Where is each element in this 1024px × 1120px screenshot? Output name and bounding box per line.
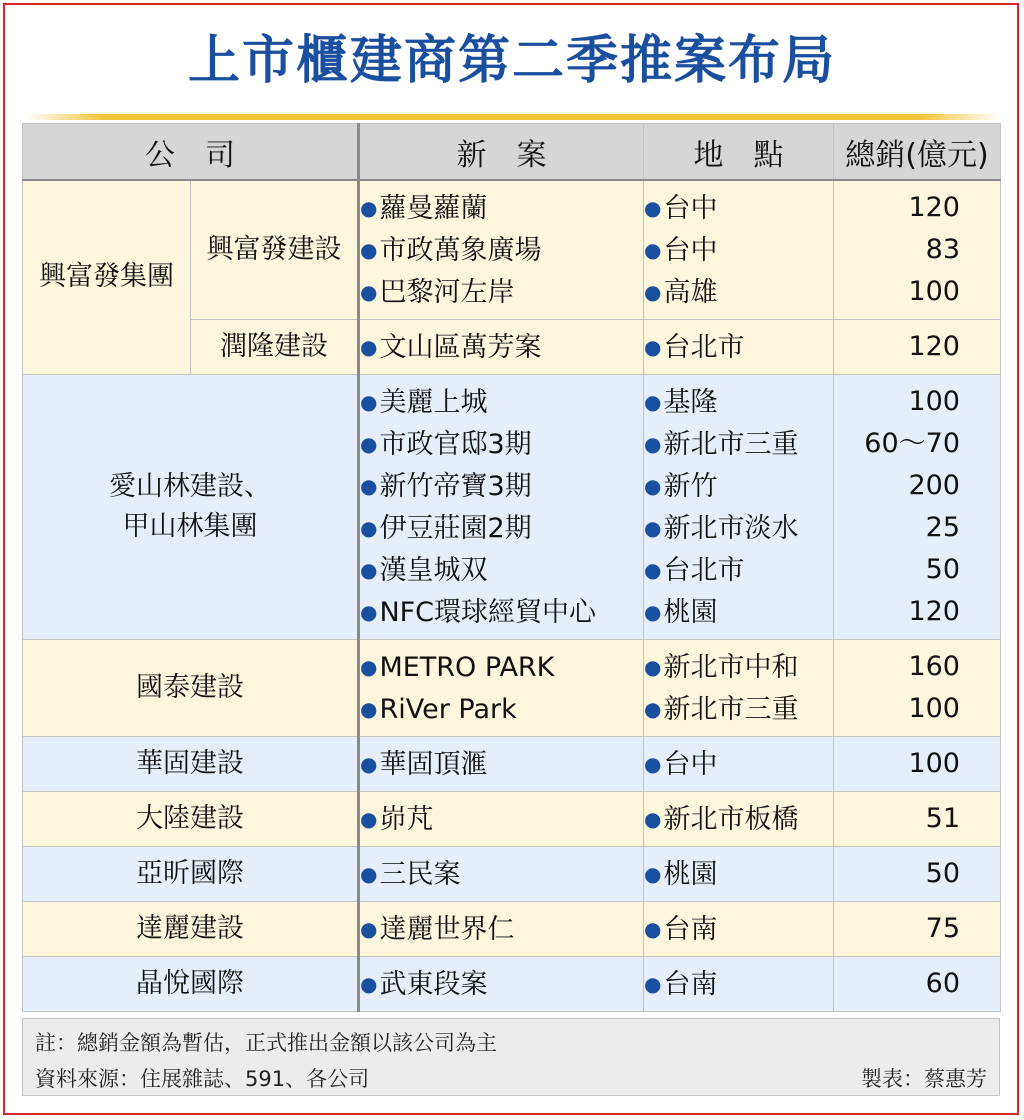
group-cell: 興富發集團 xyxy=(23,180,191,374)
company-line: 華固建設 xyxy=(136,747,244,779)
location-cell-line xyxy=(644,423,833,465)
total-cell-text: 120 xyxy=(908,595,960,627)
bullet-icon: ● xyxy=(644,916,662,941)
bullet-icon: ● xyxy=(644,599,662,624)
project-cell-text: 三民案 xyxy=(379,858,461,890)
total-cell xyxy=(834,736,1001,791)
project-cell-text: 市政官邸3期 xyxy=(379,428,532,460)
total-cell-text: 120 xyxy=(908,330,960,362)
company-cell xyxy=(23,639,359,736)
bullet-icon: ● xyxy=(360,473,378,498)
location-cell-line xyxy=(644,908,833,950)
company-line: 甲山林集團 xyxy=(122,510,258,542)
location-cell xyxy=(644,846,834,901)
bullet-icon: ● xyxy=(644,515,662,540)
company-cell xyxy=(23,736,359,791)
project-cell-text: 蘿曼蘿蘭 xyxy=(379,192,488,224)
bullet-icon: ● xyxy=(360,389,378,414)
bullet-icon: ● xyxy=(644,971,662,996)
bullet-icon: ● xyxy=(360,599,378,624)
total-cell-text: 100 xyxy=(908,275,960,307)
project-cell-text: 新竹帝寶3期 xyxy=(379,470,532,502)
total-cell-text: 60 xyxy=(925,967,960,999)
location-cell-line xyxy=(644,507,833,549)
location-cell xyxy=(644,791,834,846)
project-cell-text: 漢皇城双 xyxy=(379,554,488,586)
location-cell-text: 台中 xyxy=(663,748,718,780)
location-cell-line xyxy=(644,743,833,785)
location-cell-text: 台中 xyxy=(663,192,718,224)
total-cell xyxy=(834,846,1001,901)
location-cell-line xyxy=(644,381,833,423)
total-cell xyxy=(834,180,1001,319)
bullet-icon: ● xyxy=(644,557,662,582)
total-cell-line xyxy=(834,465,960,507)
location-cell-text: 新北市三重 xyxy=(663,693,799,725)
total-cell-line xyxy=(834,798,960,840)
location-cell-line xyxy=(644,688,833,730)
bullet-icon: ● xyxy=(644,806,662,831)
location-cell-line xyxy=(644,271,833,313)
location-cell xyxy=(644,639,834,736)
total-cell-line xyxy=(834,549,960,591)
project-cell-line xyxy=(360,743,643,785)
header-row xyxy=(23,124,1001,181)
location-cell-text: 台北市 xyxy=(663,331,745,363)
project-cell-line xyxy=(360,465,643,507)
location-cell xyxy=(644,901,834,956)
location-cell-text: 台南 xyxy=(663,913,718,945)
total-cell-line xyxy=(834,853,960,895)
total-cell xyxy=(834,901,1001,956)
bullet-icon: ● xyxy=(360,654,378,679)
bullet-icon: ● xyxy=(360,279,378,304)
header-project: 新 案 xyxy=(359,124,644,181)
location-cell-text: 新竹 xyxy=(663,470,718,502)
total-cell-line xyxy=(834,326,960,368)
company-line: 國泰建設 xyxy=(136,671,244,703)
company-cell xyxy=(23,791,359,846)
bullet-icon: ● xyxy=(644,751,662,776)
total-cell-text: 51 xyxy=(925,802,960,834)
project-cell xyxy=(359,846,644,901)
location-cell-line xyxy=(644,187,833,229)
bullet-icon: ● xyxy=(360,806,378,831)
location-cell-text: 桃園 xyxy=(663,858,718,890)
company-cell: 興富發建設 xyxy=(191,180,359,319)
location-cell-text: 新北市中和 xyxy=(663,651,799,683)
total-cell xyxy=(834,374,1001,639)
total-cell xyxy=(834,639,1001,736)
table-row xyxy=(23,791,1001,846)
project-cell xyxy=(359,791,644,846)
location-cell-text: 高雄 xyxy=(663,276,718,308)
project-cell-text: 伊豆莊園2期 xyxy=(379,512,532,544)
total-cell xyxy=(834,319,1001,374)
total-cell-text: 160 xyxy=(908,650,960,682)
project-cell xyxy=(359,639,644,736)
project-cell-line xyxy=(360,271,643,313)
total-cell-line xyxy=(834,688,960,730)
total-cell-text: 25 xyxy=(925,511,960,543)
project-cell-text: 美麗上城 xyxy=(379,386,488,418)
project-cell-line xyxy=(360,908,643,950)
bullet-icon: ● xyxy=(360,431,378,456)
location-cell xyxy=(644,374,834,639)
total-cell-line xyxy=(834,507,960,549)
total-cell-text: 100 xyxy=(908,747,960,779)
total-cell-text: 100 xyxy=(908,692,960,724)
bullet-icon: ● xyxy=(644,389,662,414)
table-footer xyxy=(22,1018,1000,1096)
project-cell-text: 華固頂滙 xyxy=(379,748,488,780)
title-underline xyxy=(24,114,1000,120)
total-cell-text: 100 xyxy=(908,385,960,417)
location-cell-text: 新北市淡水 xyxy=(663,512,799,544)
company-line: 晶悅國際 xyxy=(136,967,244,999)
total-cell xyxy=(834,956,1001,1011)
location-cell-line xyxy=(644,326,833,368)
location-cell-line xyxy=(644,549,833,591)
project-cell xyxy=(359,901,644,956)
table-row xyxy=(23,901,1001,956)
project-cell-text: 武東段案 xyxy=(379,968,488,1000)
project-cell-line xyxy=(360,326,643,368)
page-title: 上市櫃建商第二季推案布局 xyxy=(187,31,836,91)
location-cell-line xyxy=(644,229,833,271)
location-cell-text: 台中 xyxy=(663,234,718,266)
location-cell-text: 基隆 xyxy=(663,386,718,418)
location-cell-text: 桃園 xyxy=(663,596,718,628)
project-table xyxy=(22,123,1001,1012)
location-cell-line xyxy=(644,591,833,633)
table-body xyxy=(23,124,1001,1012)
total-cell-line xyxy=(834,229,960,271)
company-line: 達麗建設 xyxy=(136,912,244,944)
header-company: 公 司 xyxy=(23,124,359,181)
footer-note: 註：總銷金額為暫估，正式推出金額以該公司為主 xyxy=(35,1031,497,1055)
location-cell-text: 新北市三重 xyxy=(663,428,799,460)
location-cell-text: 新北市板橋 xyxy=(663,803,799,835)
total-cell-line xyxy=(834,271,960,313)
bullet-icon: ● xyxy=(360,515,378,540)
project-cell-text: 達麗世界仁 xyxy=(379,913,515,945)
total-cell-line xyxy=(834,187,960,229)
project-cell-line xyxy=(360,423,643,465)
project-cell-text: 市政萬象廣場 xyxy=(379,234,542,266)
bullet-icon: ● xyxy=(360,334,378,359)
project-cell-line xyxy=(360,229,643,271)
total-cell-line xyxy=(834,743,960,785)
project-cell-line xyxy=(360,646,643,688)
footer-credit: 製表：蔡惠芳 xyxy=(861,1067,987,1091)
total-cell-line xyxy=(834,908,960,950)
total-cell-text: 60～70 xyxy=(864,427,960,459)
bullet-icon: ● xyxy=(360,195,378,220)
total-cell-text: 75 xyxy=(925,912,960,944)
bullet-icon: ● xyxy=(360,237,378,262)
bullet-icon: ● xyxy=(360,751,378,776)
project-cell-text: 峁芃 xyxy=(379,803,434,835)
bullet-icon: ● xyxy=(360,861,378,886)
company-line: 愛山林建設、 xyxy=(109,470,271,502)
location-cell-text: 台北市 xyxy=(663,554,745,586)
company-line: 亞昕國際 xyxy=(136,857,244,889)
total-cell-line xyxy=(834,381,960,423)
bullet-icon: ● xyxy=(644,431,662,456)
bullet-icon: ● xyxy=(644,334,662,359)
total-cell-line xyxy=(834,963,960,1005)
bullet-icon: ● xyxy=(644,861,662,886)
location-cell xyxy=(644,319,834,374)
company-cell xyxy=(23,956,359,1011)
project-cell-line xyxy=(360,688,643,730)
bullet-icon: ● xyxy=(360,557,378,582)
bullet-icon: ● xyxy=(360,916,378,941)
project-cell-line xyxy=(360,381,643,423)
total-cell-text: 50 xyxy=(925,553,960,585)
total-cell-text: 120 xyxy=(908,191,960,223)
total-cell-text: 200 xyxy=(908,469,960,501)
total-cell-text: 50 xyxy=(925,857,960,889)
total-cell-line xyxy=(834,591,960,633)
location-cell-line xyxy=(644,963,833,1005)
project-cell-text: METRO PARK xyxy=(379,651,555,683)
bullet-icon: ● xyxy=(644,195,662,220)
location-cell-line xyxy=(644,646,833,688)
total-cell-line xyxy=(834,646,960,688)
total-cell-text: 83 xyxy=(925,233,960,265)
project-cell xyxy=(359,374,644,639)
bullet-icon: ● xyxy=(644,696,662,721)
table-row xyxy=(23,374,1001,639)
project-cell-line xyxy=(360,963,643,1005)
bullet-icon: ● xyxy=(360,696,378,721)
header-total: 總銷(億元) xyxy=(834,124,1001,181)
table-row xyxy=(23,180,1001,319)
location-cell xyxy=(644,956,834,1011)
project-cell-line xyxy=(360,187,643,229)
project-cell-text: 巴黎河左岸 xyxy=(379,276,515,308)
project-cell-line xyxy=(360,507,643,549)
bullet-icon: ● xyxy=(644,473,662,498)
bullet-icon: ● xyxy=(644,279,662,304)
total-cell xyxy=(834,791,1001,846)
total-cell-line xyxy=(834,423,960,465)
project-cell-line xyxy=(360,798,643,840)
project-cell-text: RiVer Park xyxy=(379,693,517,725)
location-cell-text: 台南 xyxy=(663,968,718,1000)
bullet-icon: ● xyxy=(360,971,378,996)
project-cell xyxy=(359,180,644,319)
company-cell: 潤隆建設 xyxy=(191,319,359,374)
table-row xyxy=(23,956,1001,1011)
company-line: 大陸建設 xyxy=(136,802,244,834)
project-cell-text: 文山區萬芳案 xyxy=(379,331,542,363)
bullet-icon: ● xyxy=(644,654,662,679)
project-cell-line xyxy=(360,549,643,591)
company-cell xyxy=(23,901,359,956)
project-cell xyxy=(359,956,644,1011)
company-cell xyxy=(23,374,359,639)
location-cell xyxy=(644,180,834,319)
project-cell-line xyxy=(360,853,643,895)
table-row xyxy=(23,736,1001,791)
project-cell-text: NFC環球經貿中心 xyxy=(379,596,597,628)
location-cell-line xyxy=(644,465,833,507)
table-row xyxy=(23,639,1001,736)
header-location: 地 點 xyxy=(644,124,834,181)
bullet-icon: ● xyxy=(644,237,662,262)
project-cell xyxy=(359,736,644,791)
project-cell xyxy=(359,319,644,374)
company-cell xyxy=(23,846,359,901)
project-cell-line xyxy=(360,591,643,633)
location-cell-line xyxy=(644,798,833,840)
location-cell-line xyxy=(644,853,833,895)
table-row xyxy=(23,846,1001,901)
footer-source: 資料來源：住展雜誌、591、各公司 xyxy=(35,1067,370,1091)
location-cell xyxy=(644,736,834,791)
